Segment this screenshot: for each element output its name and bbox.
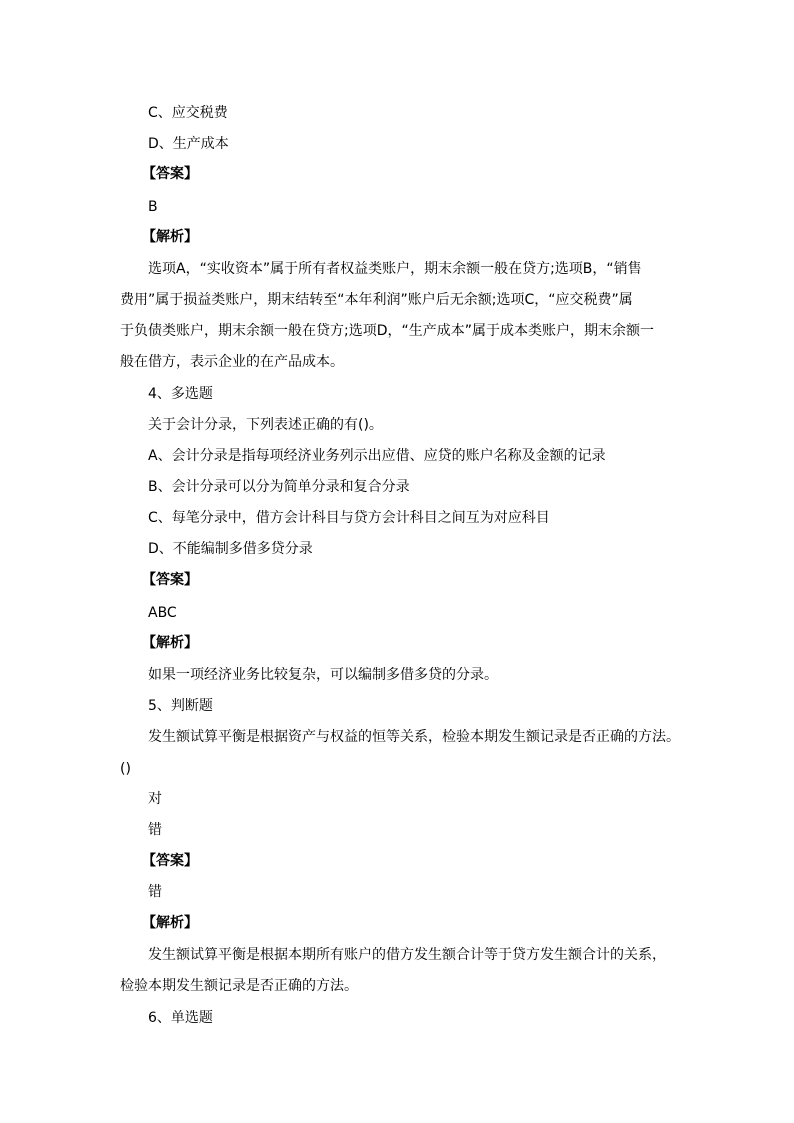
- q4-analysis: 如果一项经济业务比较复杂，可以编制多借多贷的分录。: [148, 667, 498, 683]
- q4-answer-label: 【答案】: [142, 572, 198, 588]
- q4-answer: ABC: [148, 605, 177, 621]
- q3-analysis-line-3: 于负债类账户，期末余额一般在贷方;选项D，“生产成本”属于成本类账户，期末余额一: [120, 323, 655, 339]
- q3-analysis-label: 【解析】: [142, 229, 198, 245]
- q5-analysis-line-1: 发生额试算平衡是根据本期所有账户的借方发生额合计等于贷方发生额合计的关系，: [148, 947, 666, 963]
- q3-option-c: C、应交税费: [148, 105, 228, 121]
- q5-option-false: 错: [148, 822, 162, 838]
- q3-analysis-line-1: 选项A，“实收资本”属于所有者权益类账户，期末余额一般在贷方;选项B，“销售: [148, 261, 642, 277]
- q5-analysis-label: 【解析】: [142, 915, 198, 931]
- q3-answer: B: [148, 199, 158, 215]
- q5-analysis-line-2: 检验本期发生额记录是否正确的方法。: [120, 978, 358, 994]
- q4-heading: 4、多选题: [148, 386, 213, 402]
- q5-stem-line-1: 发生额试算平衡是根据资产与权益的恒等关系，检验本期发生额记录是否正确的方法。: [148, 729, 680, 745]
- q5-answer-label: 【答案】: [142, 853, 198, 869]
- q4-option-a: A、会计分录是指每项经济业务列示出应借、应贷的账户名称及金额的记录: [148, 448, 606, 464]
- q5-answer: 错: [148, 884, 162, 900]
- q4-analysis-label: 【解析】: [142, 635, 198, 651]
- q5-heading: 5、判断题: [148, 698, 213, 714]
- q3-analysis-line-4: 般在借方，表示企业的在产品成本。: [120, 354, 344, 370]
- q6-heading: 6、单选题: [148, 1010, 213, 1026]
- q5-stem-line-2: (): [120, 761, 131, 777]
- q3-analysis-line-2: 费用”属于损益类账户，期末结转至“本年利润”账户后无余额;选项C，“应交税费”属: [120, 292, 633, 308]
- q4-option-c: C、每笔分录中，借方会计科目与贷方会计科目之间互为对应科目: [148, 510, 550, 526]
- q3-answer-label: 【答案】: [142, 166, 198, 182]
- q3-option-d: D、生产成本: [148, 136, 229, 152]
- q4-option-d: D、不能编制多借多贷分录: [148, 541, 313, 557]
- q4-option-b: B、会计分录可以分为简单分录和复合分录: [148, 479, 410, 495]
- q5-option-true: 对: [148, 791, 162, 807]
- q4-stem: 关于会计分录，下列表述正确的有()。: [148, 417, 383, 433]
